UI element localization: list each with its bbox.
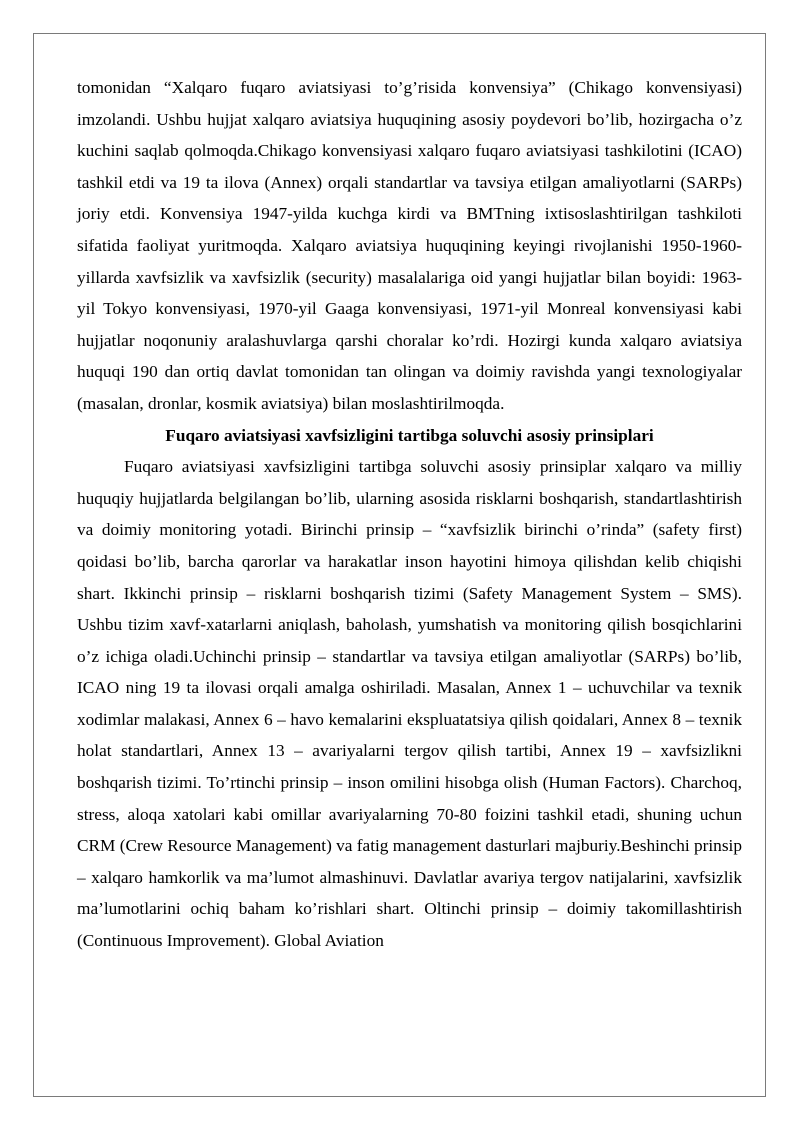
body-paragraph-1: tomonidan “Xalqaro fuqaro aviatsiyasi to’g’risida konvensiya” (Chikago konvensiyasi) imzolandi. Ushbu hujjat xalqaro aviatsiya huquqining asosiy poydevori bo’lib, hozirgacha o’z kuchini saqlab qolmoqda.Chikago konvensiyasi xalqaro fuqaro aviatsiyasi tashkilotini (ICAO) tashkil etdi va 19 ta ilova (Annex) orqali standartlar va tavsiya etilgan amaliyotlarni (SARPs) joriy etdi. Konvensiya 1947-yilda kuchga kirdi va BMTning ixtisoslashtirilgan tashkiloti sifatida faoliyat yuritmoqda. Xalqaro aviatsiya huquqining keyingi rivojlanishi 1950-1960-yillarda xavfsizlik va xavfsizlik (security) masalalariga oid yangi hujjatlar bilan boyidi: 1963-yil Tokyo konvensiyasi, 1970-yil Gaaga konvensiyasi, 1971-yil Monreal konvensiyasi kabi hujjatlar noqonuniy aralashuvlarga qarshi choralar ko’rdi. Hozirgi kunda xalqaro aviatsiya huquqi 190 dan ortiq davlat tomonidan tan olingan va doimiy ravishda yangi texnologiyalar (masalan, dronlar, kosmik aviatsiya) bilan moslashtirilmoqda. [77, 78, 742, 413]
section-heading: Fuqaro aviatsiyasi xavfsizligini tartibga soluvchi asosiy prinsiplari [165, 425, 654, 445]
body-paragraph-2: Fuqaro aviatsiyasi xavfsizligini tartibga soluvchi asosiy prinsiplar xalqaro va milliy huquqiy hujjatlarda belgilangan bo’lib, ularning asosida risklarni boshqarish, standartlashtirish va doimiy monitoring yotadi. Birinchi prinsip – “xavfsizlik birinchi o’rinda” (safety first) qoidasi bo’lib, barcha qarorlar va harakatlar inson hayotini himoya qilishdan kelib chiqishi shart. Ikkinchi prinsip – risklarni boshqarish tizimi (Safety Management System – SMS). Ushbu tizim xavf-xatarlarni aniqlash, baholash, yumshatish va monitoring qilish bosqichlarini o’z ichiga oladi.Uchinchi prinsip – standartlar va tavsiya etilgan amaliyotlar (SARPs) bo’lib, ICAO ning 19 ta ilovasi orqali amalga oshiriladi. Masalan, Annex 1 – uchuvchilar va texnik xodimlar malakasi, Annex 6 – havo kemalarini ekspluatatsiya qilish qoidalari, Annex 8 – texnik holat standartlari, Annex 13 – avariyalarni tergov qilish tartibi, Annex 19 – xavfsizlikni boshqarish tizimi. To’rtinchi prinsip – inson omilini hisobga olish (Human Factors). Charchoq, stress, aloqa xatolari kabi omillar avariyalarning 70-80 foizini tashkil etadi, shuning uchun CRM (Crew Resource Management) va fatig management dasturlari majburiy.Beshinchi prinsip – xalqaro hamkorlik va ma’lumot almashinuvi. Davlatlar avariya tergov natijalarini, xavfsizlik ma’lumotlarini ochiq baham ko’rishlari shart. Oltinchi prinsip – doimiy takomillashtirish (Continuous Improvement). Global Aviation [77, 457, 742, 951]
page-body [77, 72, 742, 957]
